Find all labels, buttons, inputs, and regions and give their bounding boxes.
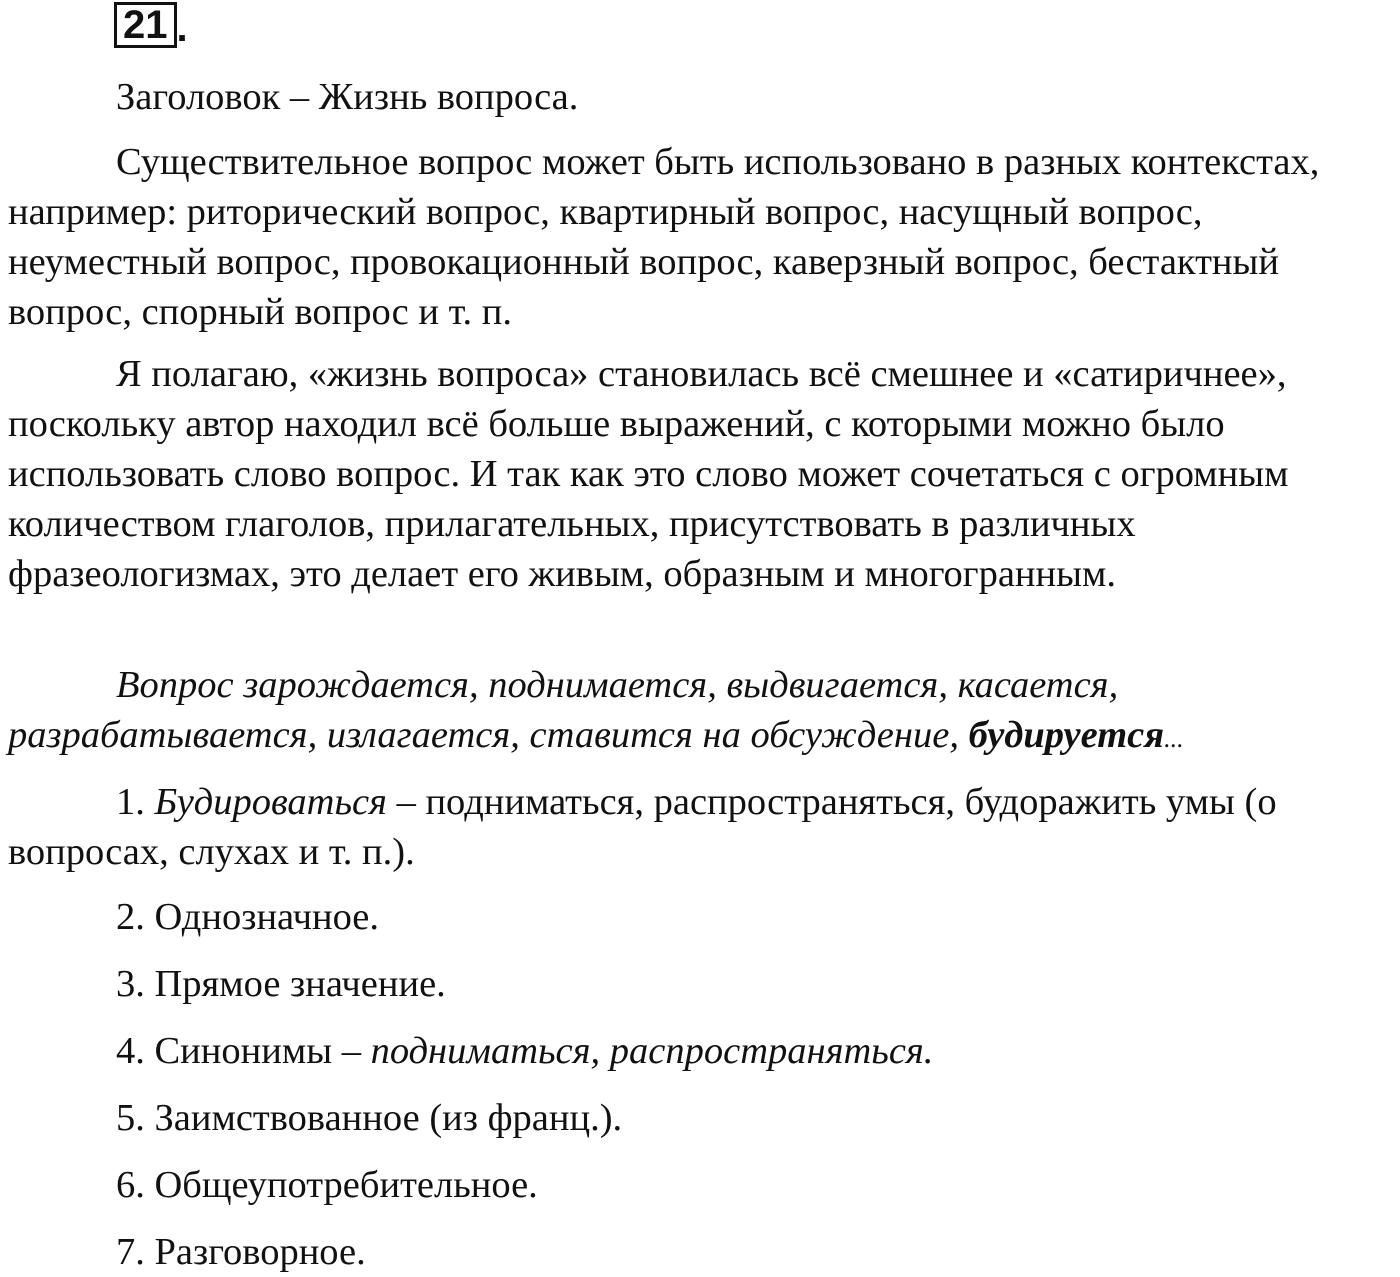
verbs-ellipsis: ... bbox=[1164, 724, 1184, 753]
item-5: 5. Заимствованное (из франц.). bbox=[116, 1097, 623, 1139]
verbs-bold: будируется bbox=[968, 714, 1165, 756]
item-1-definition: – подниматься, распространяться, будоражить умы (о вопросах, слухах и т. п.). bbox=[8, 781, 1277, 873]
page bbox=[8, 0, 1396, 1275]
item-1 bbox=[8, 777, 1396, 877]
heading-line: Заголовок – Жизнь вопроса. bbox=[116, 76, 579, 118]
task-number-dot: . bbox=[176, 6, 188, 50]
task-number-box: 21 bbox=[114, 2, 177, 48]
paragraph-opinion: Я полагаю, «жизнь вопроса» становилась всё смешнее и «сатиричнее», поскольку автор находил всё больше выражений, с которыми можно было использовать слово вопрос. И так как это слово может сочетаться с огромным количеством глаголов, прилагательных, присутствовать в различных фразеологизмах, это делает его живым, образным и многогранным. bbox=[8, 353, 1289, 595]
item-6: 6. Общеупотребительное. bbox=[116, 1164, 538, 1206]
paragraph-contexts: Существительное вопрос может быть использовано в разных контекстах, например: риторический вопрос, квартирный вопрос, насущный вопрос, неуместный вопрос, провокационный вопрос, каверзный вопрос, бестактный вопрос, спорный вопрос и т. п. bbox=[8, 141, 1320, 333]
item-7: 7. Разговорное. bbox=[116, 1231, 366, 1273]
item-4-label: 4. Синонимы – bbox=[116, 1030, 371, 1072]
item-4-synonyms: подниматься, распространяться. bbox=[370, 1030, 934, 1072]
item-4 bbox=[116, 1026, 933, 1076]
paragraph-verbs bbox=[8, 660, 1396, 764]
item-2: 2. Однозначное. bbox=[116, 896, 379, 938]
verbs-italic: Вопрос зарождается, поднимается, выдвигается, касается, разрабатывается, излагается, ставится на обсуждение, bbox=[8, 664, 1119, 756]
task-number bbox=[114, 3, 188, 50]
item-1-number: 1. bbox=[116, 781, 155, 823]
item-3: 3. Прямое значение. bbox=[116, 963, 446, 1005]
item-1-term: Будироваться bbox=[154, 781, 387, 823]
